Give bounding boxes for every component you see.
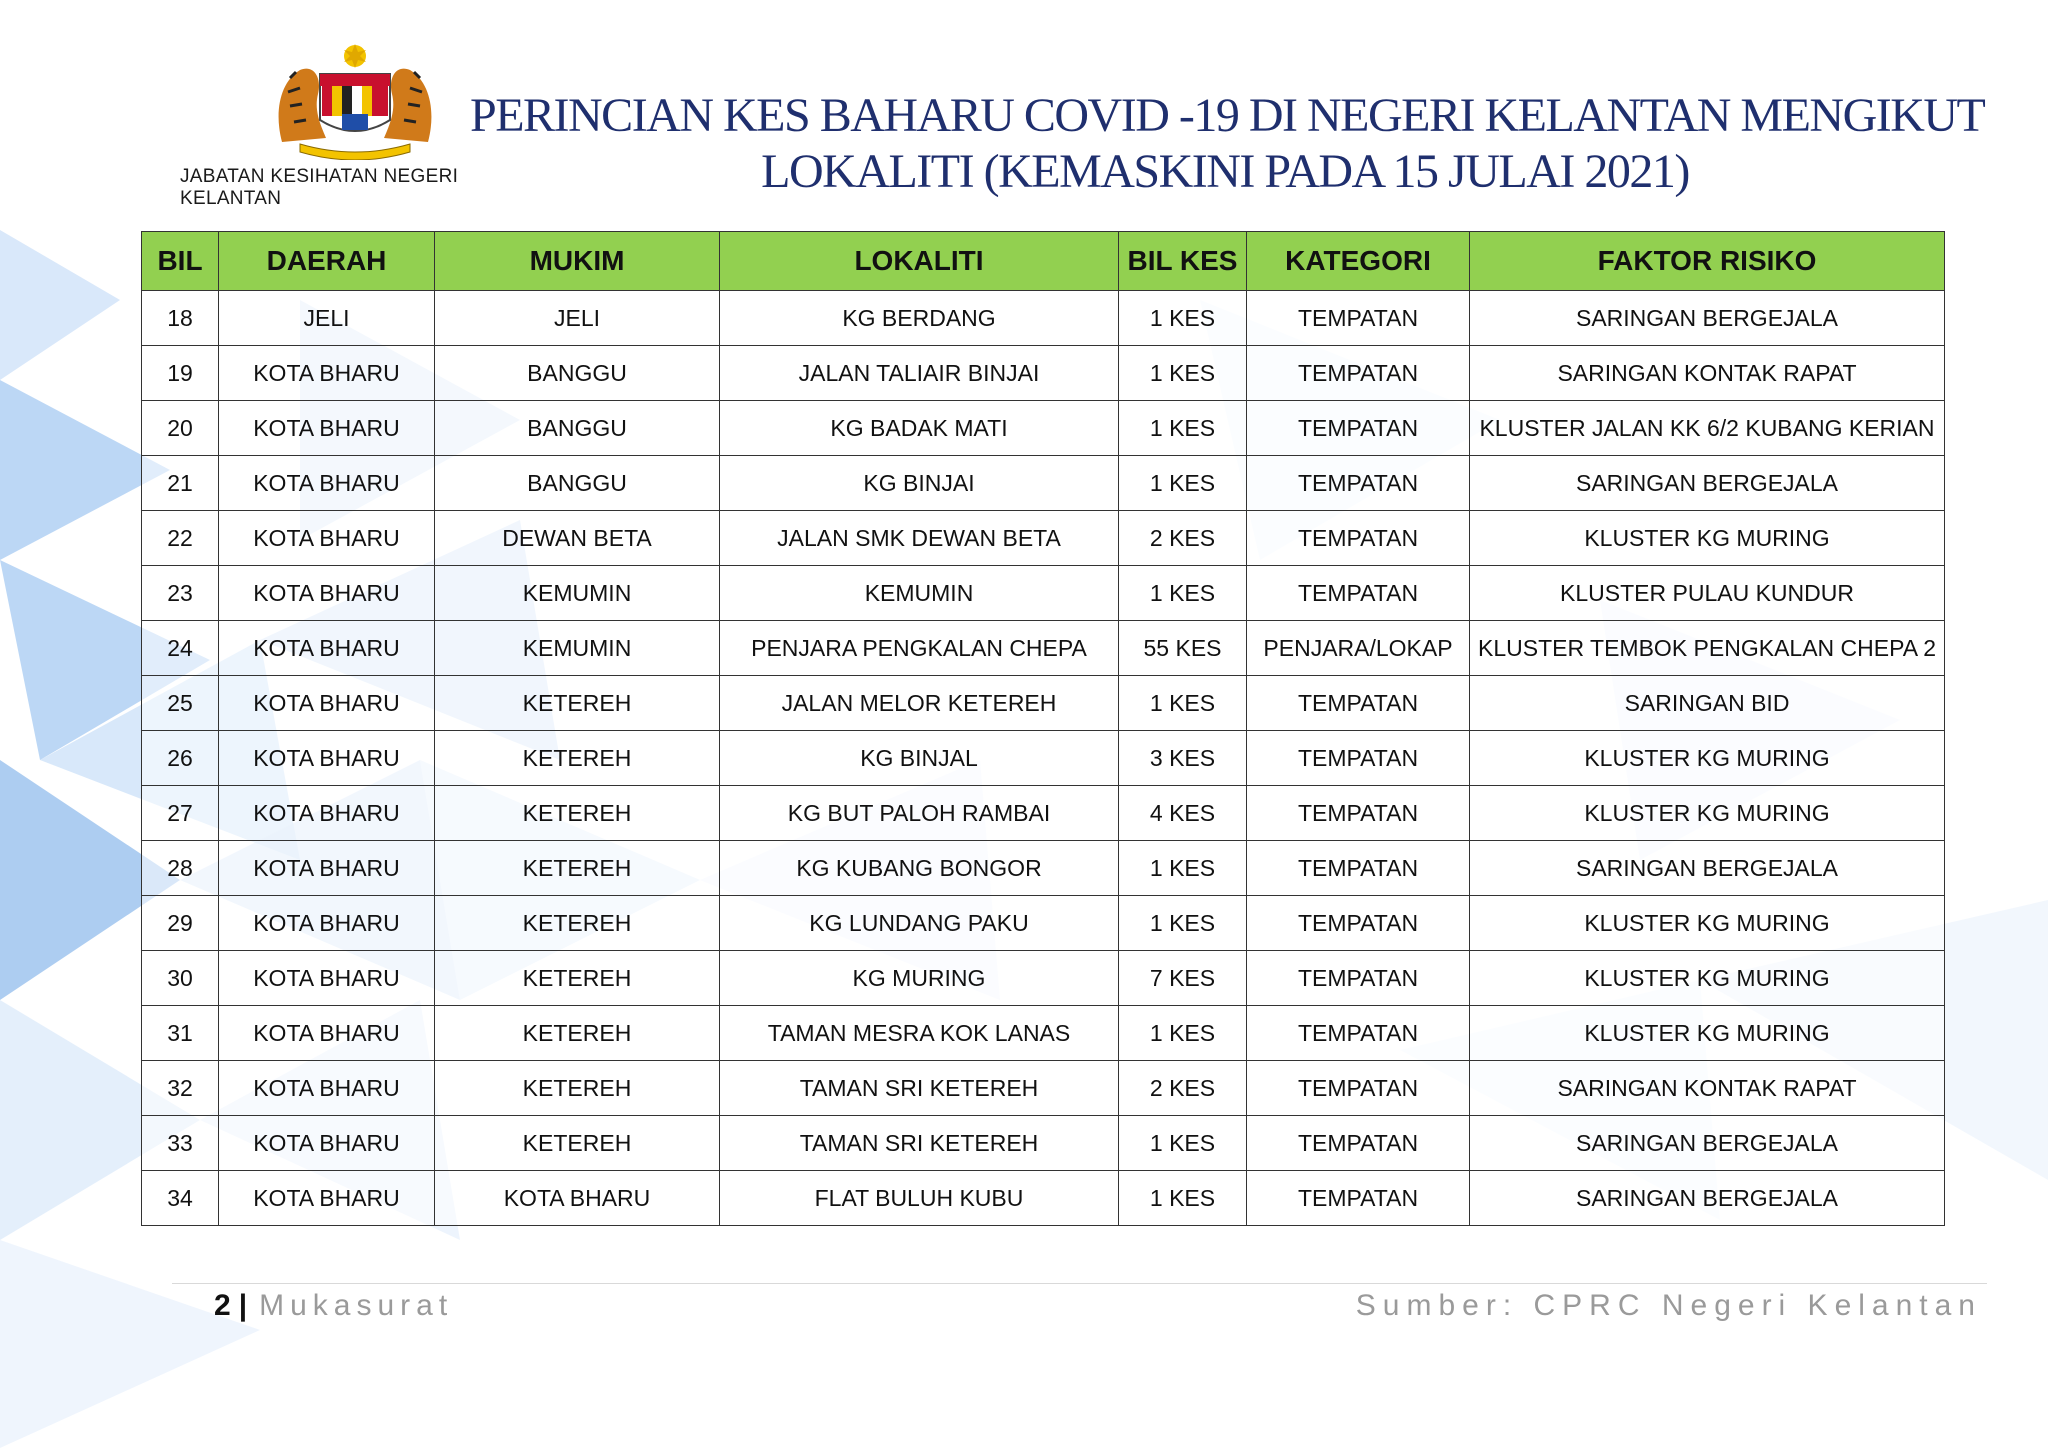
- cell-daerah: KOTA BHARU: [219, 566, 435, 621]
- table-row: [142, 786, 1945, 841]
- column-header-faktor-risiko: FAKTOR RISIKO: [1470, 232, 1945, 291]
- cell-bil: 27: [142, 786, 219, 841]
- table-row: [142, 951, 1945, 1006]
- cell-daerah: KOTA BHARU: [219, 786, 435, 841]
- cell-daerah: KOTA BHARU: [219, 1006, 435, 1061]
- cell-kategori: TEMPATAN: [1247, 896, 1470, 951]
- cell-bil: 29: [142, 896, 219, 951]
- cell-bil: 28: [142, 841, 219, 896]
- cell-bil: 30: [142, 951, 219, 1006]
- cell-lokaliti: KG BINJAL: [720, 731, 1119, 786]
- cell-faktor-risiko: SARINGAN BERGEJALA: [1470, 1171, 1945, 1226]
- cell-lokaliti: KG BADAK MATI: [720, 401, 1119, 456]
- table-row: [142, 511, 1945, 566]
- cell-faktor-risiko: KLUSTER KG MURING: [1470, 951, 1945, 1006]
- cell-faktor-risiko: KLUSTER KG MURING: [1470, 786, 1945, 841]
- cell-daerah: KOTA BHARU: [219, 456, 435, 511]
- source-credit: Sumber: CPRC Negeri Kelantan: [1355, 1289, 1982, 1322]
- cell-kategori: TEMPATAN: [1247, 951, 1470, 1006]
- cell-faktor-risiko: KLUSTER KG MURING: [1470, 511, 1945, 566]
- cell-bil-kes: 1 KES: [1119, 346, 1247, 401]
- cell-kategori: TEMPATAN: [1247, 731, 1470, 786]
- cell-faktor-risiko: KLUSTER TEMBOK PENGKALAN CHEPA 2: [1470, 621, 1945, 676]
- table-row: [142, 346, 1945, 401]
- cell-mukim: KETEREH: [435, 1061, 720, 1116]
- cell-faktor-risiko: SARINGAN BERGEJALA: [1470, 291, 1945, 346]
- cell-bil: 26: [142, 731, 219, 786]
- cell-kategori: TEMPATAN: [1247, 456, 1470, 511]
- cell-bil-kes: 2 KES: [1119, 1061, 1247, 1116]
- cell-lokaliti: TAMAN MESRA KOK LANAS: [720, 1006, 1119, 1061]
- cell-kategori: TEMPATAN: [1247, 291, 1470, 346]
- cell-faktor-risiko: SARINGAN BERGEJALA: [1470, 841, 1945, 896]
- cell-daerah: KOTA BHARU: [219, 731, 435, 786]
- cell-faktor-risiko: SARINGAN BID: [1470, 676, 1945, 731]
- cell-faktor-risiko: SARINGAN KONTAK RAPAT: [1470, 1061, 1945, 1116]
- cell-lokaliti: KG BERDANG: [720, 291, 1119, 346]
- page-number: 2: [214, 1289, 231, 1322]
- cell-bil: 21: [142, 456, 219, 511]
- cell-bil: 25: [142, 676, 219, 731]
- cell-daerah: KOTA BHARU: [219, 1061, 435, 1116]
- table-header-row: [142, 232, 1945, 291]
- cell-daerah: KOTA BHARU: [219, 896, 435, 951]
- cell-faktor-risiko: KLUSTER KG MURING: [1470, 731, 1945, 786]
- cell-faktor-risiko: KLUSTER KG MURING: [1470, 1006, 1945, 1061]
- cell-kategori: TEMPATAN: [1247, 566, 1470, 621]
- cell-bil-kes: 1 KES: [1119, 1171, 1247, 1226]
- cell-kategori: TEMPATAN: [1247, 841, 1470, 896]
- cell-lokaliti: KG BUT PALOH RAMBAI: [720, 786, 1119, 841]
- table-row: [142, 291, 1945, 346]
- cell-kategori: PENJARA/LOKAP: [1247, 621, 1470, 676]
- cell-kategori: TEMPATAN: [1247, 1061, 1470, 1116]
- cell-mukim: JELI: [435, 291, 720, 346]
- cell-daerah: KOTA BHARU: [219, 511, 435, 566]
- cell-lokaliti: KG MURING: [720, 951, 1119, 1006]
- cell-lokaliti: FLAT BULUH KUBU: [720, 1171, 1119, 1226]
- cell-bil: 18: [142, 291, 219, 346]
- column-header-lokaliti: LOKALITI: [720, 232, 1119, 291]
- cell-bil-kes: 3 KES: [1119, 731, 1247, 786]
- cell-daerah: JELI: [219, 291, 435, 346]
- table-row: [142, 621, 1945, 676]
- cell-kategori: TEMPATAN: [1247, 401, 1470, 456]
- cell-mukim: BANGGU: [435, 346, 720, 401]
- cell-lokaliti: JALAN SMK DEWAN BETA: [720, 511, 1119, 566]
- cell-lokaliti: KEMUMIN: [720, 566, 1119, 621]
- table-row: [142, 841, 1945, 896]
- cell-daerah: KOTA BHARU: [219, 401, 435, 456]
- cell-lokaliti: TAMAN SRI KETEREH: [720, 1061, 1119, 1116]
- cell-faktor-risiko: SARINGAN BERGEJALA: [1470, 1116, 1945, 1171]
- cell-bil: 24: [142, 621, 219, 676]
- table-row: [142, 1116, 1945, 1171]
- column-header-kategori: KATEGORI: [1247, 232, 1470, 291]
- table-row: [142, 676, 1945, 731]
- cell-faktor-risiko: KLUSTER JALAN KK 6/2 KUBANG KERIAN: [1470, 401, 1945, 456]
- cell-bil: 33: [142, 1116, 219, 1171]
- cell-bil: 31: [142, 1006, 219, 1061]
- cell-bil-kes: 1 KES: [1119, 401, 1247, 456]
- cell-mukim: KETEREH: [435, 676, 720, 731]
- cell-daerah: KOTA BHARU: [219, 621, 435, 676]
- footer-divider: [172, 1283, 1987, 1284]
- cell-faktor-risiko: SARINGAN KONTAK RAPAT: [1470, 346, 1945, 401]
- cell-daerah: KOTA BHARU: [219, 951, 435, 1006]
- cell-bil-kes: 1 KES: [1119, 1116, 1247, 1171]
- cell-bil-kes: 1 KES: [1119, 896, 1247, 951]
- cell-bil-kes: 2 KES: [1119, 511, 1247, 566]
- table-row: [142, 566, 1945, 621]
- table-header: [142, 232, 1945, 291]
- cell-mukim: KETEREH: [435, 1116, 720, 1171]
- page-footer-number: [214, 1289, 453, 1323]
- page-label: Mukasurat: [259, 1289, 454, 1322]
- cell-mukim: DEWAN BETA: [435, 511, 720, 566]
- table-row: [142, 1171, 1945, 1226]
- page-title-line-1: PERINCIAN KES BAHARU COVID -19 DI NEGERI KELANTAN MENGIKUT: [470, 89, 1985, 142]
- page-separator: |: [238, 1289, 248, 1322]
- cell-kategori: TEMPATAN: [1247, 1171, 1470, 1226]
- column-header-daerah: DAERAH: [219, 232, 435, 291]
- cell-mukim: KEMUMIN: [435, 621, 720, 676]
- cell-mukim: KETEREH: [435, 1006, 720, 1061]
- cell-bil: 19: [142, 346, 219, 401]
- cell-mukim: KEMUMIN: [435, 566, 720, 621]
- table-row: [142, 731, 1945, 786]
- cell-kategori: TEMPATAN: [1247, 1116, 1470, 1171]
- department-name: JABATAN KESIHATAN NEGERI KELANTAN: [180, 166, 459, 209]
- cell-lokaliti: JALAN MELOR KETEREH: [720, 676, 1119, 731]
- cell-mukim: KOTA BHARU: [435, 1171, 720, 1226]
- cell-kategori: TEMPATAN: [1247, 346, 1470, 401]
- cell-lokaliti: KG KUBANG BONGOR: [720, 841, 1119, 896]
- cell-kategori: TEMPATAN: [1247, 676, 1470, 731]
- cases-table: [141, 231, 1945, 1226]
- table-row: [142, 896, 1945, 951]
- cell-bil: 32: [142, 1061, 219, 1116]
- coat-of-arms-logo: [270, 42, 440, 160]
- cell-bil-kes: 1 KES: [1119, 841, 1247, 896]
- cell-mukim: KETEREH: [435, 896, 720, 951]
- cell-bil-kes: 1 KES: [1119, 676, 1247, 731]
- cell-bil: 20: [142, 401, 219, 456]
- cell-bil-kes: 7 KES: [1119, 951, 1247, 1006]
- column-header-bil-kes: BIL KES: [1119, 232, 1247, 291]
- cell-bil-kes: 1 KES: [1119, 291, 1247, 346]
- table-row: [142, 456, 1945, 511]
- cell-lokaliti: KG LUNDANG PAKU: [720, 896, 1119, 951]
- cell-daerah: KOTA BHARU: [219, 1171, 435, 1226]
- cell-mukim: KETEREH: [435, 786, 720, 841]
- cell-lokaliti: KG BINJAI: [720, 456, 1119, 511]
- cell-mukim: KETEREH: [435, 841, 720, 896]
- cell-mukim: KETEREH: [435, 731, 720, 786]
- cell-daerah: KOTA BHARU: [219, 1116, 435, 1171]
- cell-faktor-risiko: SARINGAN BERGEJALA: [1470, 456, 1945, 511]
- cell-mukim: BANGGU: [435, 401, 720, 456]
- cell-faktor-risiko: KLUSTER KG MURING: [1470, 896, 1945, 951]
- cell-bil: 23: [142, 566, 219, 621]
- page-title: [470, 88, 1985, 200]
- cell-bil-kes: 1 KES: [1119, 1006, 1247, 1061]
- cell-bil: 22: [142, 511, 219, 566]
- cell-faktor-risiko: KLUSTER PULAU KUNDUR: [1470, 566, 1945, 621]
- cell-lokaliti: JALAN TALIAIR BINJAI: [720, 346, 1119, 401]
- cell-bil-kes: 4 KES: [1119, 786, 1247, 841]
- column-header-mukim: MUKIM: [435, 232, 720, 291]
- table-row: [142, 401, 1945, 456]
- cell-daerah: KOTA BHARU: [219, 676, 435, 731]
- cell-kategori: TEMPATAN: [1247, 511, 1470, 566]
- cell-bil-kes: 55 KES: [1119, 621, 1247, 676]
- page-title-line-2: LOKALITI (KEMASKINI PADA 15 JULAI 2021): [761, 145, 1689, 198]
- cell-lokaliti: TAMAN SRI KETEREH: [720, 1116, 1119, 1171]
- cell-daerah: KOTA BHARU: [219, 841, 435, 896]
- cell-kategori: TEMPATAN: [1247, 1006, 1470, 1061]
- table-row: [142, 1061, 1945, 1116]
- cell-bil-kes: 1 KES: [1119, 456, 1247, 511]
- cell-mukim: KETEREH: [435, 951, 720, 1006]
- cell-mukim: BANGGU: [435, 456, 720, 511]
- cell-kategori: TEMPATAN: [1247, 786, 1470, 841]
- cell-lokaliti: PENJARA PENGKALAN CHEPA: [720, 621, 1119, 676]
- column-header-bil: BIL: [142, 232, 219, 291]
- cell-bil: 34: [142, 1171, 219, 1226]
- table-body: [142, 291, 1945, 1226]
- cell-bil-kes: 1 KES: [1119, 566, 1247, 621]
- cell-daerah: KOTA BHARU: [219, 346, 435, 401]
- table-row: [142, 1006, 1945, 1061]
